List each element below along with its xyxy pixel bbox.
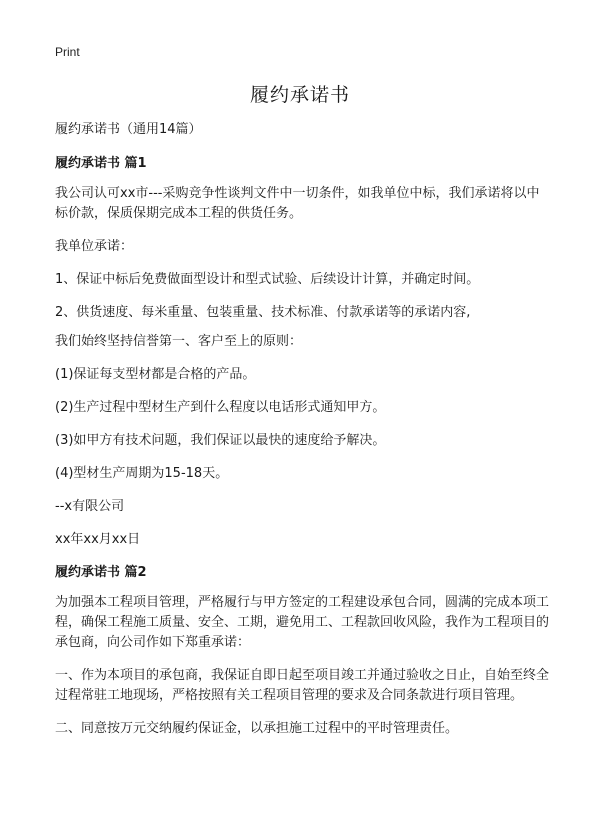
document-subtitle: 履约承诺书（通用14篇） (55, 122, 202, 137)
section-1-paragraph: xx年xx月xx日 (55, 532, 141, 547)
section-2-paragraph: 一、作为本项目的承包商，我保证自即日起至项目竣工并通过验收之日止，自始至终全过程常驻工地现场，严格按照有关工程项目管理的要求及合同条款进行项目管理。 (55, 668, 550, 703)
document-title: 履约承诺书 (249, 84, 350, 106)
section-1-paragraph: (4)型材生产周期为15-18天。 (55, 466, 229, 481)
section-2-paragraph: 为加强本工程项目管理，严格履行与甲方签定的工程建设承包合同，圆满的完成本项工程，确保工程施工质量、安全、工期，避免用工、工程款回收风险，我作为工程项目的承包商，向公司作如下郑重承诺： (55, 595, 550, 650)
section-1-paragraph: --x有限公司 (55, 499, 125, 514)
section-1-paragraph: 我公司认可xx市---采购竞争性谈判文件中一切条件，如我单位中标，我们承诺将以中标价款，保质保期完成本工程的供货任务。 (55, 186, 540, 221)
section-1-paragraph: (1)保证每支型材都是合格的产品。 (55, 367, 256, 382)
section-1-paragraph: 1、保证中标后免费做面型设计和型式试验、后续设计计算，并确定时间。 (55, 272, 480, 287)
section-1-paragraph: 我们始终坚持信誉第一、客户至上的原则： (55, 334, 303, 349)
document-body (55, 120, 550, 752)
section-1-paragraph: 2、供货速度、每米重量、包装重量、技术标准、付款承诺等的承诺内容, (55, 305, 471, 320)
section-2-paragraph: 二、同意按万元交纳履约保证金，以承担施工过程中的平时管理责任。 (55, 721, 459, 736)
section-1-paragraph: 我单位承诺： (55, 239, 134, 254)
section-1-paragraph: (2)生产过程中型材生产到什么程度以电话形式通知甲方。 (55, 400, 386, 415)
print-label: Print (55, 45, 80, 59)
section-1-paragraph: (3)如甲方有技术问题，我们保证以最快的速度给予解决。 (55, 433, 386, 448)
section-heading-2: 履约承诺书 篇2 (55, 565, 147, 580)
section-heading-1: 履约承诺书 篇1 (55, 156, 147, 171)
